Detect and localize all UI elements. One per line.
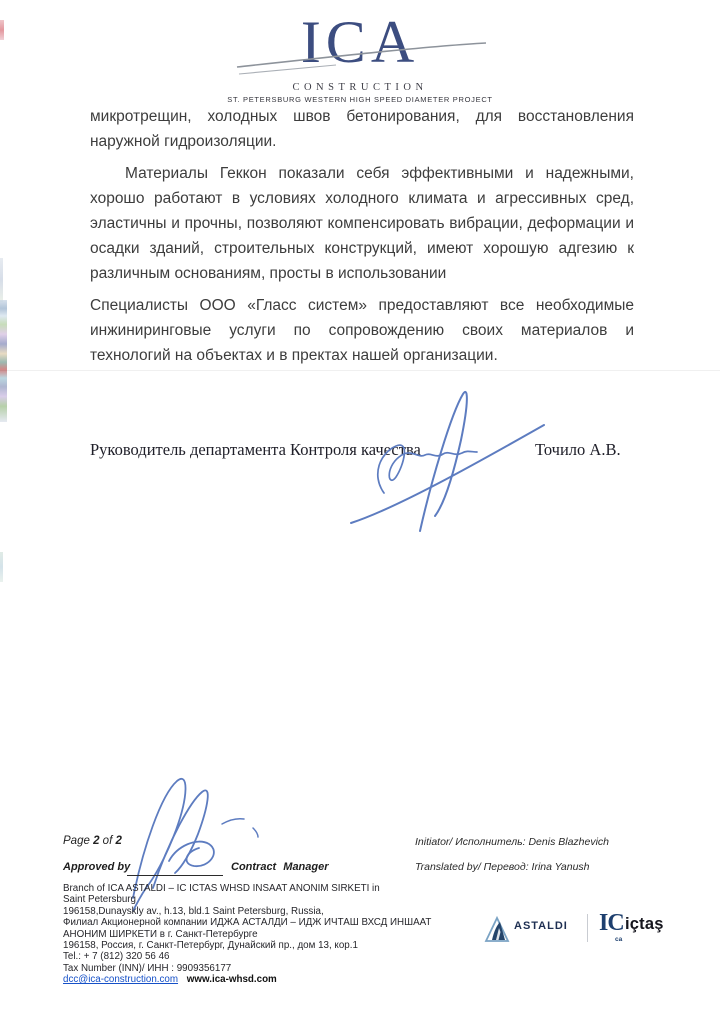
address-line: Tax Number (INN)/ ИНН : 9909356177 — [63, 962, 232, 974]
website-text: www.ica-whsd.com — [186, 974, 277, 986]
address-line: 196158, Россия, г. Санкт-Петербург, Дунайский пр., дом 13, кор.1 — [63, 940, 358, 952]
ica-logo-wordmark: ICA — [300, 9, 420, 75]
signer-name: Точило А.В. — [535, 440, 621, 459]
body-line: хорошо работают в условиях холодного климата и агрессивных сред, — [90, 190, 634, 207]
body-line: наружной гидроизоляции. — [90, 133, 277, 150]
signature-ink — [340, 380, 555, 545]
address-line: АНОНИМ ШИРКЕТИ в г. Санкт-Петербурге — [63, 928, 258, 940]
address-line: Saint Petersburg — [63, 894, 136, 906]
initiator-label: Initiator/ Исполнитель: Denis Blazhevich — [415, 836, 610, 848]
paragraph — [90, 161, 634, 286]
translator-label: Translated by/ Перевод: Irina Yanush — [415, 861, 590, 873]
ictas-ic-mark: IC — [599, 910, 624, 936]
body-line: Специалисты ООО «Гласс систем» предоставляют все необходимые — [90, 297, 634, 314]
address-line: Branch of ICA ASTALDI – IC ICTAS WHSD INSAAT ANONIM SIRKETI in — [63, 883, 380, 894]
company-logo — [0, 0, 720, 104]
page-num: 2 — [93, 835, 100, 847]
body-line: эластичны и прочны, позволяют компенсировать вибрации, деформации и — [90, 215, 634, 232]
body-line: осадки зданий, строительных конструкций, имеют хорошую адгезию к — [90, 240, 634, 257]
approved-by-label: Approved by — [63, 861, 131, 873]
address-line: Tel.: + 7 (812) 320 56 46 — [63, 951, 170, 963]
body-line: инжиниринговые услуги по сопровождению своих материалов и — [90, 322, 634, 339]
page-of: of — [102, 835, 113, 847]
scan-artifact — [0, 552, 3, 582]
astaldi-triangle-icon — [484, 915, 510, 943]
logo-divider — [587, 914, 588, 942]
body-line: различным основаниям, просты в использовании — [90, 265, 447, 282]
paragraph — [90, 104, 634, 154]
approval-signature-line — [127, 874, 223, 876]
body-line: микротрещин, холодных швов бетонирования, для восстановления — [90, 108, 634, 125]
logo-tagline: ST. PETERSBURG WESTERN HIGH SPEED DIAMETER PROJECT — [227, 95, 493, 104]
astaldi-logo-text: ASTALDI — [514, 920, 568, 932]
company-address-block — [63, 883, 432, 986]
body-line: технологий на объектах и в пректах нашей организации. — [90, 347, 498, 364]
page-word: Page — [63, 835, 90, 847]
scan-artifact — [0, 300, 7, 422]
letter-body — [90, 104, 634, 375]
paragraph — [90, 293, 634, 368]
ictas-submark: ca — [615, 936, 623, 943]
ictas-logo-text: içtaş — [625, 915, 664, 933]
logo-subtitle: CONSTRUCTION — [292, 82, 428, 93]
contact-links-line — [63, 974, 423, 985]
approver-role-label: Contract Manager — [231, 861, 329, 873]
page-total: 2 — [115, 835, 122, 847]
email-link[interactable]: dcc@ica-construction.com — [63, 974, 179, 986]
body-line: Материалы Геккон показали себя эффективными и надежными, — [125, 165, 634, 182]
scan-artifact — [0, 258, 3, 302]
address-line: Филиал Акционерной компании ИДЖА АСТАЛДИ – ИДЖ ИЧТАШ ВХСД ИНШААТ — [63, 917, 432, 929]
signer-position-title: Руководитель департамента Контроля качества — [90, 440, 421, 459]
address-line: 196158,Dunayskly av., h.13, bld.1 Saint Petersburg, Russia, — [63, 905, 324, 917]
